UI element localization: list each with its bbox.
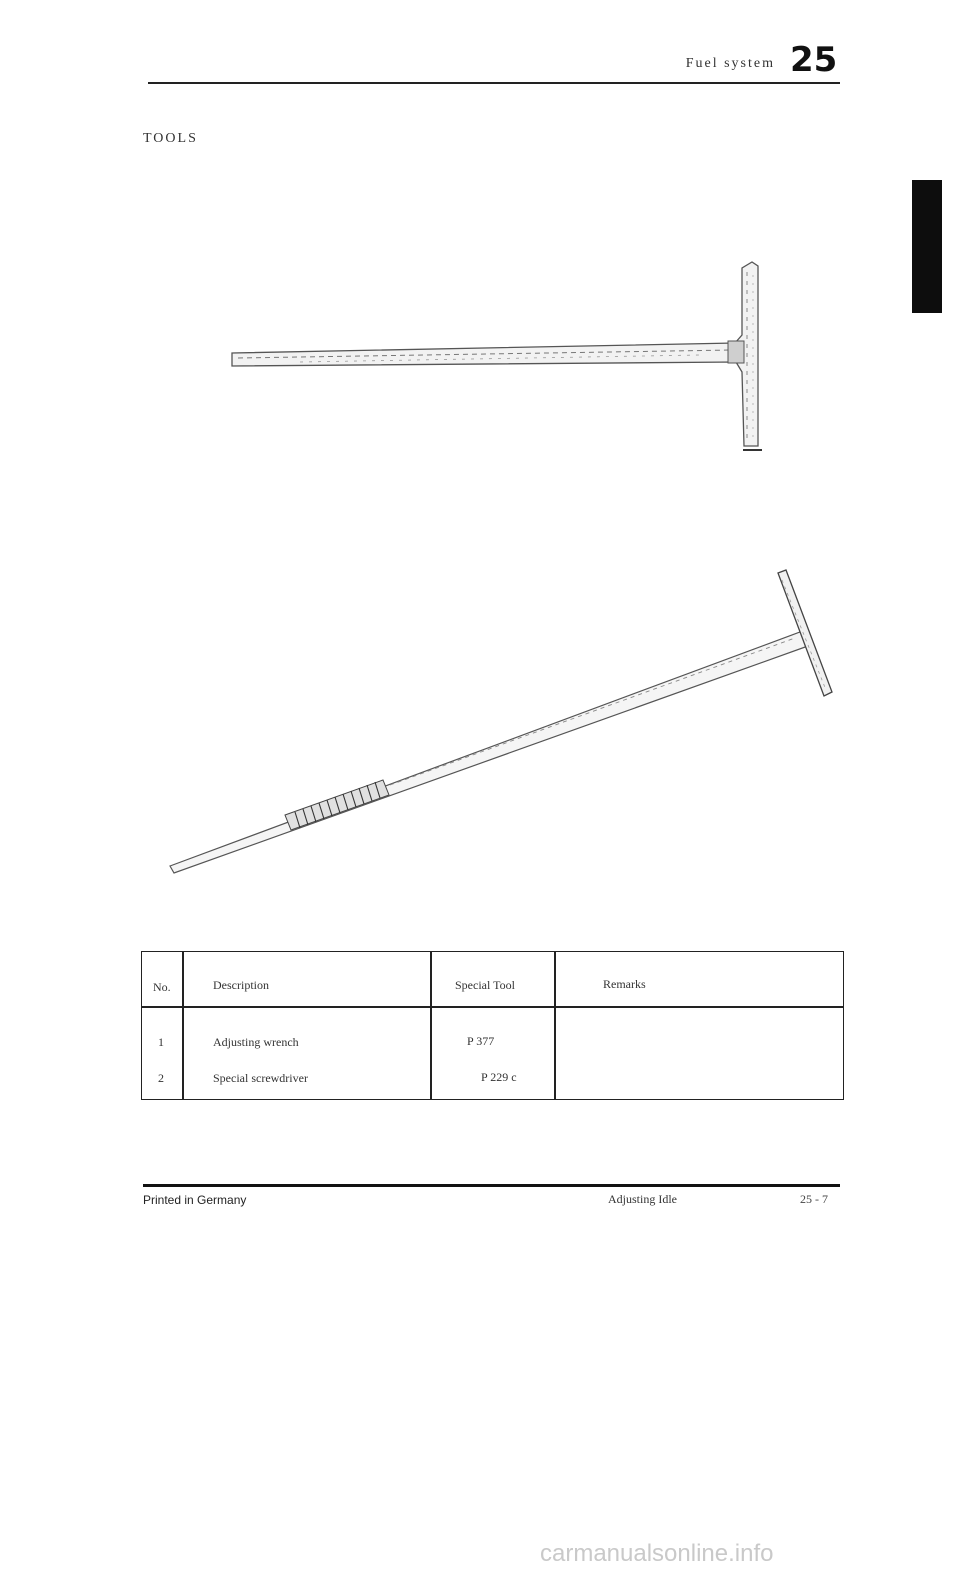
footer-printed-in: Printed in Germany	[143, 1193, 247, 1207]
section-title: Fuel system	[685, 56, 775, 71]
col-header-description: Description	[213, 978, 269, 992]
section-number: 25	[790, 40, 838, 80]
row-no: 1	[158, 1035, 164, 1049]
col-header-remarks: Remarks	[603, 977, 646, 991]
special-screwdriver-drawing	[170, 570, 832, 873]
watermark: carmanualsonline.info	[540, 1540, 774, 1567]
row-special-tool: P 377	[467, 1034, 495, 1048]
row-special-tool: P 229 c	[481, 1070, 517, 1084]
col-header-special-tool: Special Tool	[455, 978, 515, 992]
col-header-no: No.	[153, 980, 171, 994]
tools-heading: TOOLS	[143, 131, 198, 146]
row-description: Special screwdriver	[213, 1071, 308, 1085]
page-number: 25 - 7	[800, 1192, 828, 1206]
footer-chapter-title: Adjusting Idle	[608, 1192, 677, 1206]
footer-rule	[143, 1184, 840, 1187]
tools-table	[141, 951, 844, 1100]
row-description: Adjusting wrench	[213, 1035, 299, 1049]
row-no: 2	[158, 1071, 164, 1085]
adjusting-wrench-drawing	[232, 262, 762, 450]
